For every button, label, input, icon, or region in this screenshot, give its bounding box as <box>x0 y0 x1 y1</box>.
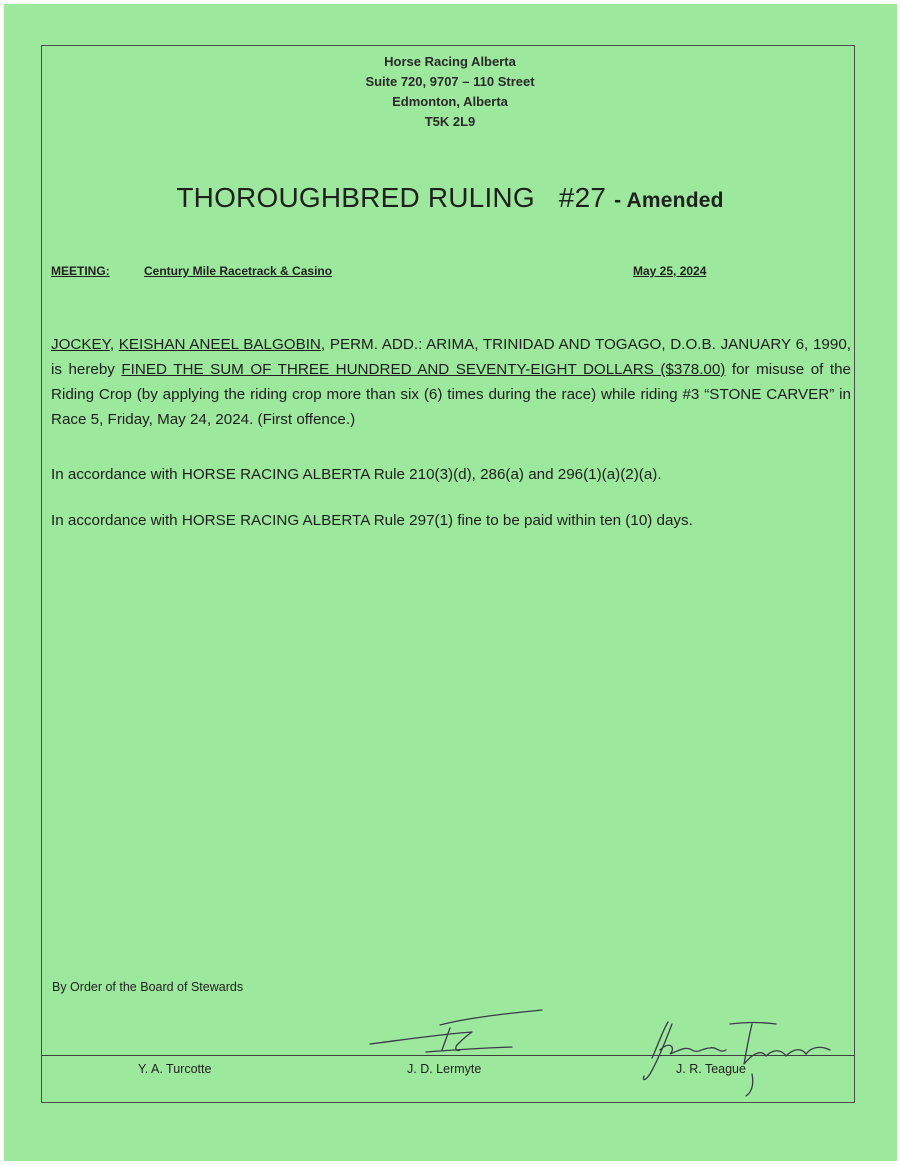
ruling-title <box>0 182 900 214</box>
ruling-number: #27 <box>558 182 607 213</box>
meeting-label: MEETING: <box>51 264 110 278</box>
jockey-role: JOCKEY <box>51 336 110 353</box>
jockey-name: KEISHAN ANEEL BALGOBIN <box>118 336 321 353</box>
title-main: THOROUGHBRED RULING <box>176 182 535 213</box>
offence-details: for misuse of the Riding Crop (by applying the riding crop more than six (6) times during the race) while riding #3 “STONE CARVER” in Race 5, Friday, May 24, 2024. (First offence.) <box>51 361 851 428</box>
street-address: Suite 720, 9707 – 110 Street <box>365 74 535 89</box>
signature-line <box>42 1055 854 1056</box>
city-province: Edmonton, Alberta <box>392 94 508 109</box>
steward-turcotte: Y. A. Turcotte <box>138 1062 212 1076</box>
letterhead-address <box>0 52 900 132</box>
steward-teague: J. R. Teague <box>676 1062 746 1076</box>
org-name: Horse Racing Alberta <box>384 54 516 69</box>
ruling-paragraph-2: In accordance with HORSE RACING ALBERTA Rule 210(3)(d), 286(a) and 296(1)(a)(2)(a). <box>51 466 662 483</box>
signature-lermyte <box>362 1000 552 1060</box>
ruling-paragraph-1: JOCKEY, KEISHAN ANEEL BALGOBIN, PERM. ADD.: ARIMA, TRINIDAD AND TOGAGO, D.O.B. JANUARY 6, 1990, is hereby FINED THE SUM OF THREE HUNDRED AND SEVENTY-EIGHT DOLLARS ($378.00) for misuse of the Riding Crop (by applying the riding crop more than six (6) times during the race) while riding #3 “STONE CARVER” in Race 5, Friday, May 24, 2024. (First offence.) <box>51 336 851 428</box>
meeting-venue: Century Mile Racetrack & Casino <box>144 264 333 278</box>
fine-amount: FINED THE SUM OF THREE HUNDRED AND SEVENTY-EIGHT DOLLARS ($378.00) <box>121 361 726 378</box>
board-order-line: By Order of the Board of Stewards <box>52 980 244 994</box>
jockey-details: , PERM. ADD.: ARIMA, TRINIDAD AND TOGAGO, D.O.B. JANUARY 6, 1990, is hereby <box>51 336 851 378</box>
meeting-date: May 25, 2024 <box>633 264 707 278</box>
amended-label: - Amended <box>614 189 724 212</box>
steward-lermyte: J. D. Lermyte <box>407 1062 482 1076</box>
ruling-paragraph-3: In accordance with HORSE RACING ALBERTA Rule 297(1) fine to be paid within ten (10) days. <box>51 512 693 529</box>
postal-code: T5K 2L9 <box>424 114 476 129</box>
